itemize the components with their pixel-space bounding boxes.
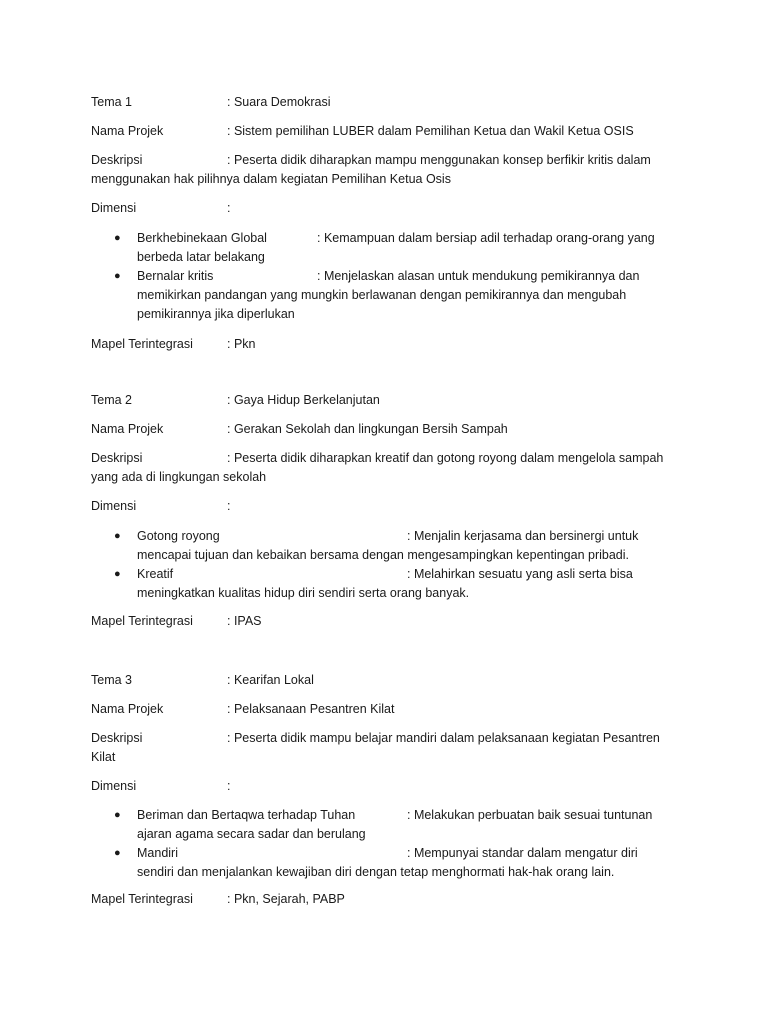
tema-row-label: Tema 2 <box>91 393 132 407</box>
bullet-icon: ● <box>114 530 121 542</box>
dimensi-list <box>91 806 671 882</box>
dimensi-item-first-line <box>137 527 671 546</box>
nama-projek-row <box>91 122 671 140</box>
nama-projek-row-value: : Pelaksanaan Pesantren Kilat <box>227 702 395 716</box>
dimensi-row-block <box>91 777 671 795</box>
dimensi-item-name: Bernalar kritis <box>137 269 214 283</box>
dimensi-item-continuation: pemikirannya jika diperlukan <box>137 307 295 321</box>
mapel-row <box>91 335 671 353</box>
deskripsi-continuation: Kilat <box>91 750 116 764</box>
deskripsi-first-line <box>91 151 671 170</box>
tema-row-value: : Kearifan Lokal <box>227 673 314 687</box>
deskripsi-block <box>91 729 671 767</box>
dimensi-item-continuation: berbeda latar belakang <box>137 250 265 264</box>
dimensi-row-value: : <box>227 499 231 513</box>
dimensi-item-value: : Kemampuan dalam bersiap adil terhadap orang-orang yang <box>317 231 655 245</box>
nama-projek-row-value: : Sistem pemilihan LUBER dalam Pemilihan Ketua dan Wakil Ketua OSIS <box>227 124 634 138</box>
nama-projek-row-block <box>91 420 671 438</box>
deskripsi-continuation: menggunakan hak pilihnya dalam kegiatan Pemilihan Ketua Osis <box>91 172 451 186</box>
nama-projek-row-label: Nama Projek <box>91 702 164 716</box>
deskripsi-block <box>91 449 671 487</box>
deskripsi-label: Deskripsi <box>91 731 143 745</box>
dimensi-item-name: Beriman dan Bertaqwa terhadap Tuhan <box>137 808 356 822</box>
bullet-icon: ● <box>114 270 121 282</box>
mapel-row-value: : IPAS <box>227 614 262 628</box>
dimensi-item-value: : Menjalin kerjasama dan bersinergi untuk <box>407 529 639 543</box>
dimensi-item-value: : Melahirkan sesuatu yang asli serta bisa <box>407 567 633 581</box>
tema-row-value: : Gaya Hidup Berkelanjutan <box>227 393 380 407</box>
dimensi-item-continuation: mencapai tujuan dan kebaikan bersama dengan mengesampingkan kepentingan pribadi. <box>137 548 630 562</box>
dimensi-row-value: : <box>227 201 231 215</box>
tema-row-label: Tema 1 <box>91 95 132 109</box>
nama-projek-row-block <box>91 122 671 140</box>
dimensi-row-block <box>91 497 671 515</box>
tema-row-block <box>91 671 671 689</box>
mapel-row-block <box>91 612 671 630</box>
dimensi-row-value: : <box>227 779 231 793</box>
dimensi-list-item <box>114 267 671 324</box>
mapel-row <box>91 612 671 630</box>
deskripsi-paragraph <box>91 151 671 189</box>
deskripsi-value: : Peserta didik mampu belajar mandiri dalam pelaksanaan kegiatan Pesantren <box>227 731 660 745</box>
mapel-row-value: : Pkn <box>227 337 256 351</box>
nama-projek-row-block <box>91 700 671 718</box>
tema-row <box>91 391 671 409</box>
dimensi-item-first-line <box>137 267 671 286</box>
dimensi-list-item <box>114 229 671 267</box>
tema-row <box>91 93 671 111</box>
dimensi-row <box>91 497 671 515</box>
dimensi-row-label: Dimensi <box>91 779 137 793</box>
dimensi-item-continuation: sendiri dan menjalankan kewajiban diri dengan tetap menghormati hak-hak orang lain. <box>137 865 615 879</box>
deskripsi-continuation: yang ada di lingkungan sekolah <box>91 470 267 484</box>
nama-projek-row <box>91 420 671 438</box>
bullet-icon: ● <box>114 847 121 859</box>
bullet-icon: ● <box>114 232 121 244</box>
deskripsi-paragraph <box>91 729 671 767</box>
tema-row-block <box>91 391 671 409</box>
dimensi-row-label: Dimensi <box>91 201 137 215</box>
dimensi-list <box>91 229 671 324</box>
dimensi-row-label: Dimensi <box>91 499 137 513</box>
tema-row-block <box>91 93 671 111</box>
dimensi-item-value: : Mempunyai standar dalam mengatur diri <box>407 846 638 860</box>
deskripsi-paragraph <box>91 449 671 487</box>
dimensi-item-name: Mandiri <box>137 846 178 860</box>
mapel-row-block <box>91 335 671 353</box>
dimensi-item-continuation: memikirkan pandangan yang mungkin berlawanan dengan pemikirannya dan mengubah <box>137 288 627 302</box>
mapel-row-label: Mapel Terintegrasi <box>91 892 193 906</box>
deskripsi-block <box>91 151 671 189</box>
dimensi-item-first-line <box>137 229 671 248</box>
dimensi-item-continuation: ajaran agama secara sadar dan berulang <box>137 827 366 841</box>
nama-projek-row <box>91 700 671 718</box>
mapel-row-block <box>91 890 671 908</box>
dimensi-item-name: Berkhebinekaan Global <box>137 231 267 245</box>
deskripsi-label: Deskripsi <box>91 451 143 465</box>
deskripsi-value: : Peserta didik diharapkan mampu menggunakan konsep berfikir kritis dalam <box>227 153 651 167</box>
mapel-row-label: Mapel Terintegrasi <box>91 337 193 351</box>
dimensi-item-name: Gotong royong <box>137 529 220 543</box>
dimensi-item-first-line <box>137 806 671 825</box>
deskripsi-label: Deskripsi <box>91 153 143 167</box>
dimensi-item-first-line <box>137 565 671 584</box>
nama-projek-row-label: Nama Projek <box>91 422 164 436</box>
dimensi-list-item <box>114 806 671 844</box>
dimensi-list-item <box>114 527 671 565</box>
dimensi-item-value: : Menjelaskan alasan untuk mendukung pemikirannya dan <box>317 269 640 283</box>
dimensi-row <box>91 199 671 217</box>
deskripsi-first-line <box>91 729 671 748</box>
dimensi-list-item <box>114 565 671 603</box>
tema-row-label: Tema 3 <box>91 673 132 687</box>
nama-projek-row-value: : Gerakan Sekolah dan lingkungan Bersih Sampah <box>227 422 508 436</box>
tema-row-value: : Suara Demokrasi <box>227 95 331 109</box>
dimensi-list <box>91 527 671 603</box>
dimensi-row <box>91 777 671 795</box>
dimensi-item-name: Kreatif <box>137 567 174 581</box>
mapel-row-label: Mapel Terintegrasi <box>91 614 193 628</box>
dimensi-item-continuation: meningkatkan kualitas hidup diri sendiri serta orang banyak. <box>137 586 470 600</box>
dimensi-list-item <box>114 844 671 882</box>
nama-projek-row-label: Nama Projek <box>91 124 164 138</box>
bullet-icon: ● <box>114 568 121 580</box>
deskripsi-first-line <box>91 449 671 468</box>
dimensi-item-value: : Melakukan perbuatan baik sesuai tuntunan <box>407 808 653 822</box>
dimensi-row-block <box>91 199 671 217</box>
deskripsi-value: : Peserta didik diharapkan kreatif dan gotong royong dalam mengelola sampah <box>227 451 664 465</box>
bullet-icon: ● <box>114 809 121 821</box>
tema-row <box>91 671 671 689</box>
mapel-row-value: : Pkn, Sejarah, PABP <box>227 892 345 906</box>
mapel-row <box>91 890 671 908</box>
dimensi-item-first-line <box>137 844 671 863</box>
